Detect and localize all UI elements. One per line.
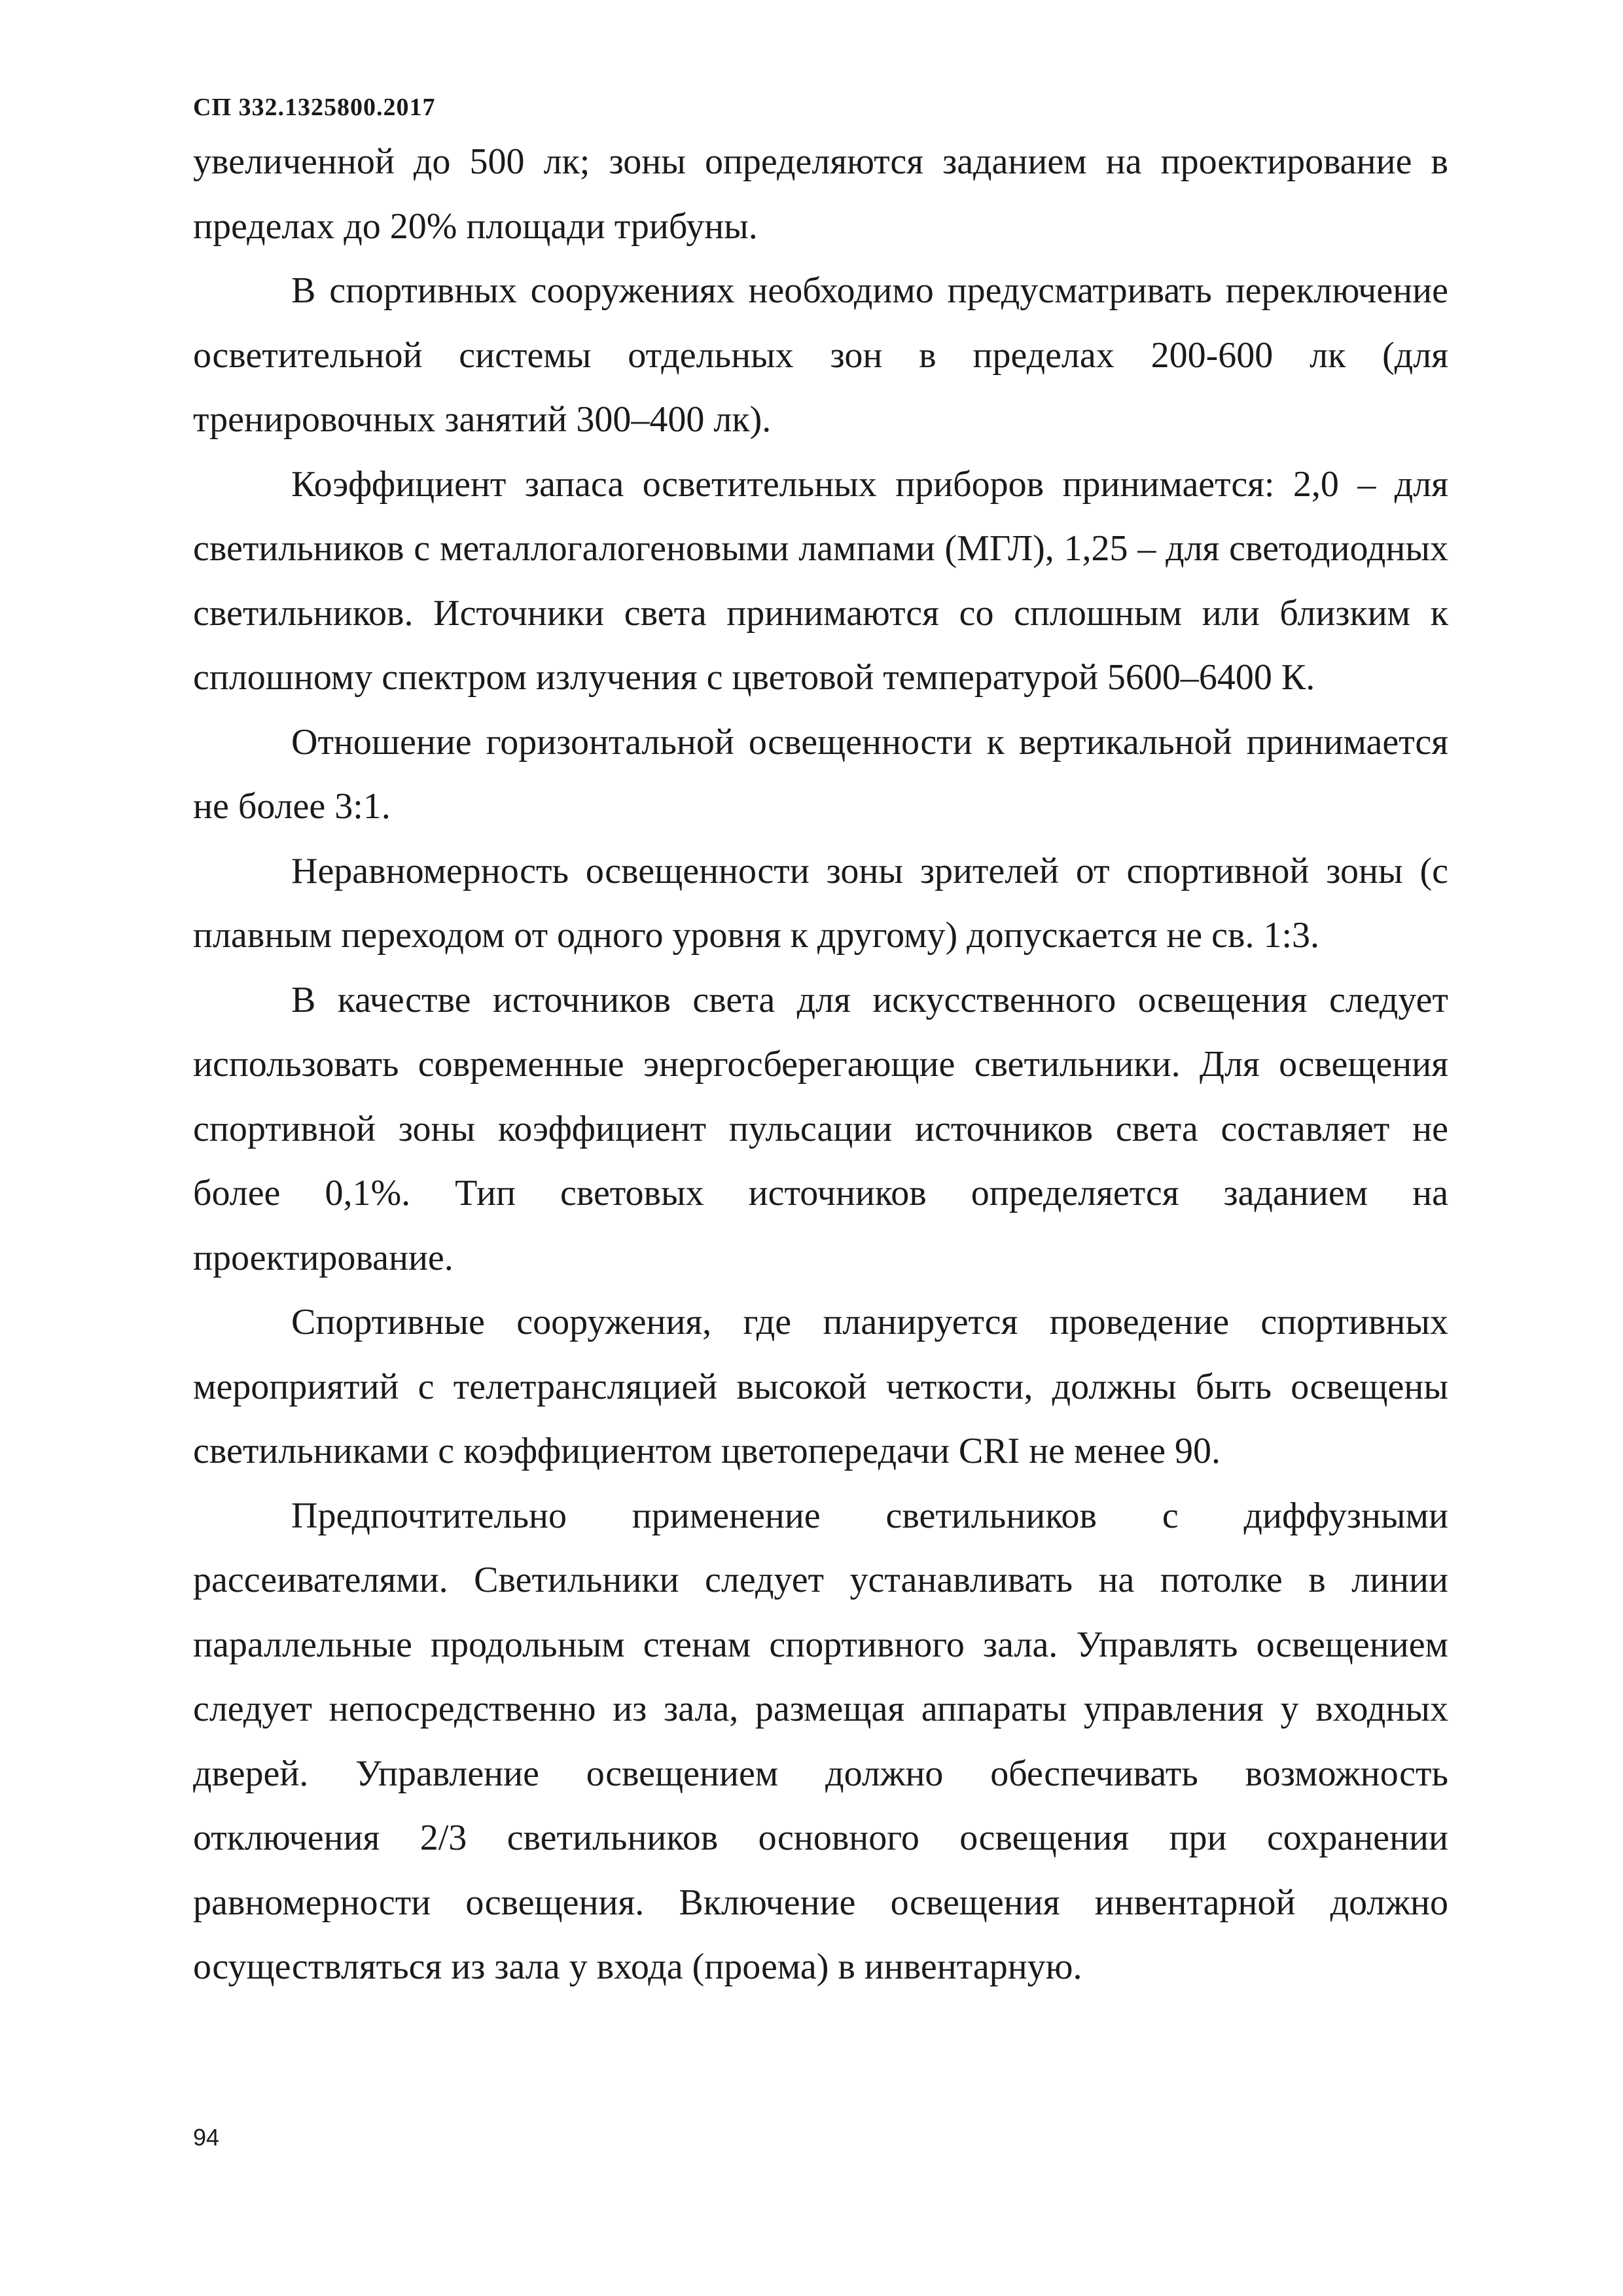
paragraph-spectator-unevenness: Неравномерность освещенности зоны зрителей от спортивной зоны (с плавным переходом от одного уровня к другому) допускается не св. 1:3. [193, 850, 1448, 956]
paragraph-continuation: увеличенной до 500 лк; зоны определяются заданием на проектирование в пределах до 20% площади трибуны. [193, 141, 1448, 247]
paragraph-illuminance-ratio: Отношение горизонтальной освещенности к вертикальной принимается не более 3:1. [193, 721, 1448, 827]
paragraph-zone-switching: В спортивных сооружениях необходимо предусматривать переключение осветительной системы отдельных зон в пределах 200-600 лк (для тренировочных занятий 300–400 лк). [193, 270, 1448, 440]
paragraph-tv-broadcast: Спортивные сооружения, где планируется проведение спортивных мероприятий с телетрансляцией высокой четкости, должны быть освещены светильниками с коэффициентом цветопередачи CRI не менее 90. [193, 1302, 1448, 1471]
paragraph-light-sources: В качестве источников света для искусственного освещения следует использовать современные энергосберегающие светильники. Для освещения спортивной зоны коэффициент пульсации источников света составляет не более 0,1%. Тип световых источников определяется заданием на проектирование. [193, 979, 1448, 1278]
page-number: 94 [193, 2124, 220, 2151]
paragraph-reserve-factor: Коэффициент запаса осветительных приборов принимается: 2,0 – для светильников с металлогалогеновыми лампами (МГЛ), 1,25 – для светодиодных светильников. Источники света принимаются со сплошным или близким к сплошному спектром излучения с цветовой температурой 5600–6400 К. [193, 463, 1448, 698]
document-body [193, 130, 1448, 2000]
document-code: СП 332.1325800.2017 [193, 94, 436, 121]
paragraph-diffuse-luminaires: Предпочтительно применение светильников с диффузными рассеивателями. Светильники следует устанавливать на потолке в линии параллельные продольным стенам спортивного зала. Управлять освещением следует непосредственно из зала, размещая аппараты управления у входных дверей. Управление освещением должно обеспечивать возможность отключения 2/3 светильников основного освещения при сохранении равномерности освещения. Включение освещения инвентарной должно осуществляться из зала у входа (проема) в инвентарную. [193, 1495, 1448, 1987]
